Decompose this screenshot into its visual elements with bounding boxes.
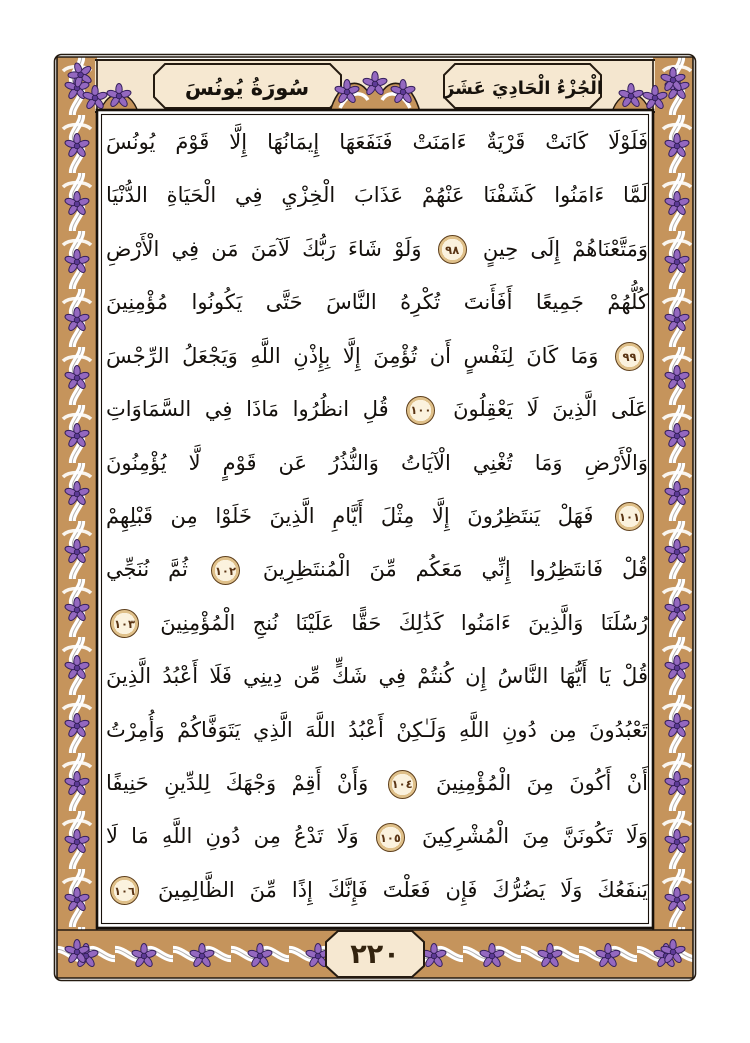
quran-text: وَمَتَّعْنَاهُمْ إِلَى حِينٍ <box>482 236 648 261</box>
quran-text: تَعْبُدُونَ مِن دُونِ اللَّهِ وَلَـٰكِنْ أَعْبُدُ اللَّهَ الَّذِي يَتَوَفَّاكُمْ وَأُمِرْتُ <box>106 717 648 742</box>
quran-text: عَلَى الَّذِينَ لَا يَعْقِلُونَ <box>453 397 648 422</box>
ayah-number: ١٠٠ <box>410 403 432 418</box>
quran-line-2 <box>106 169 648 221</box>
quran-line-9 <box>106 543 648 595</box>
ayah-end-medallion <box>110 609 139 638</box>
quran-text: كُلُّهُمْ جَمِيعًا أَفَأَنتَ تُكْرِهُ النَّاسَ حَتَّى يَكُونُوا مُؤْمِنِينَ <box>106 290 648 315</box>
quran-text: وَمَا كَانَ لِنَفْسٍ أَن تُؤْمِنَ إِلَّا بِإِذْنِ اللَّهِ وَيَجْعَلُ الرِّجْسَ <box>106 343 599 368</box>
ayah-number: ٩٩ <box>622 349 637 364</box>
ayah-number: ١٠٣ <box>113 617 136 632</box>
quran-text: وَالْأَرْضِ وَمَا تُغْنِي الْآيَاتُ وَالنُّذُرُ عَن قَوْمٍ لَّا يُؤْمِنُونَ <box>106 450 648 475</box>
ayah-end-medallion <box>406 396 435 425</box>
quran-line-12 <box>106 704 648 756</box>
ayah-end-medallion <box>211 556 240 585</box>
quran-lines <box>106 116 648 916</box>
quran-text: فَهَلْ يَنتَظِرُونَ إِلَّا مِثْلَ أَيَّامِ الَّذِينَ خَلَوْا مِن قَبْلِهِمْ <box>106 503 594 528</box>
left-border-band <box>57 57 97 978</box>
quran-line-5 <box>106 330 648 382</box>
ayah-end-medallion <box>110 876 139 905</box>
quran-text: وَلَا تَدْعُ مِن دُونِ اللَّهِ مَا لَا <box>106 824 359 849</box>
quran-text: لَمَّا ءَامَنُوا كَشَفْنَا عَنْهُمْ عَذَابَ الْخِزْيِ فِي الْحَيَاةِ الدُّنْيَا <box>106 183 648 208</box>
surah-name-cartouche <box>157 66 337 110</box>
juz-name-cartouche <box>443 66 604 110</box>
ayah-number: ١٠٦ <box>113 884 136 899</box>
quran-line-11 <box>106 650 648 702</box>
quran-text: وَلَا تَكُونَنَّ مِنَ الْمُشْرِكِينَ <box>422 824 648 849</box>
ayah-number: ١٠٤ <box>391 777 413 792</box>
ayah-end-medallion <box>388 770 417 799</box>
surah-name-label: سُورَةُ يُونُسَ <box>184 76 310 100</box>
quran-text: وَأَنْ أَقِمْ وَجْهَكَ لِلدِّينِ حَنِيفًا <box>106 771 369 796</box>
quran-line-3 <box>106 223 648 275</box>
quran-text: قُلْ فَانتَظِرُوا إِنِّي مَعَكُم مِّنَ الْمُنتَظِرِينَ <box>262 557 648 582</box>
juz-name-label: الْجُزْءُ الْحَادِيَ عَشَرَ <box>443 77 604 99</box>
ayah-number: ١٠٢ <box>214 563 236 578</box>
ayah-end-medallion <box>438 235 467 264</box>
quran-line-7 <box>106 437 648 489</box>
quran-text: ثُمَّ نُنَجِّي <box>106 557 188 582</box>
quran-line-10 <box>106 597 648 649</box>
ayah-number: ١٠١ <box>618 510 641 525</box>
ayah-end-medallion <box>376 823 405 852</box>
page-number-value: ٢٢٠ <box>350 938 400 970</box>
ayah-end-medallion <box>615 502 644 531</box>
quran-text: فَلَوْلَا كَانَتْ قَرْيَةٌ ءَامَنَتْ فَنَفَعَهَا إِيمَانُهَا إِلَّا قَوْمَ يُونُسَ <box>106 130 648 154</box>
quran-line-4 <box>106 276 648 328</box>
quran-line-8 <box>106 490 648 542</box>
right-border-band <box>653 57 693 978</box>
quran-text: يَنفَعُكَ وَلَا يَضُرُّكَ فَإِن فَعَلْتَ فَإِنَّكَ إِذًا مِّنَ الظَّالِمِينَ <box>157 877 648 902</box>
quran-line-1 <box>106 116 648 168</box>
page-number <box>326 934 424 974</box>
quran-line-15 <box>106 864 648 916</box>
ayah-end-medallion <box>615 342 644 371</box>
ayah-number: ٩٨ <box>445 243 460 258</box>
quran-text: وَلَوْ شَاءَ رَبُّكَ لَآمَنَ مَن فِي الْأَرْضِ <box>106 236 422 261</box>
quran-line-14 <box>106 810 648 862</box>
quran-text: أَنْ أَكُونَ مِنَ الْمُؤْمِنِينَ <box>436 771 648 796</box>
quran-line-13 <box>106 757 648 809</box>
quran-text: قُلِ انظُرُوا مَاذَا فِي السَّمَاوَاتِ <box>106 397 389 422</box>
quran-text: رُسُلَنَا وَالَّذِينَ ءَامَنُوا كَذَٰلِكَ حَقًّا عَلَيْنَا نُنجِ الْمُؤْمِنِينَ <box>160 610 648 635</box>
ayah-number: ١٠٥ <box>379 830 401 845</box>
quran-text: قُلْ يَا أَيُّهَا النَّاسُ إِن كُنتُمْ فِي شَكٍّ مِّن دِينِي فَلَا أَعْبُدُ الَّذِينَ <box>106 664 648 689</box>
quran-line-6 <box>106 383 648 435</box>
